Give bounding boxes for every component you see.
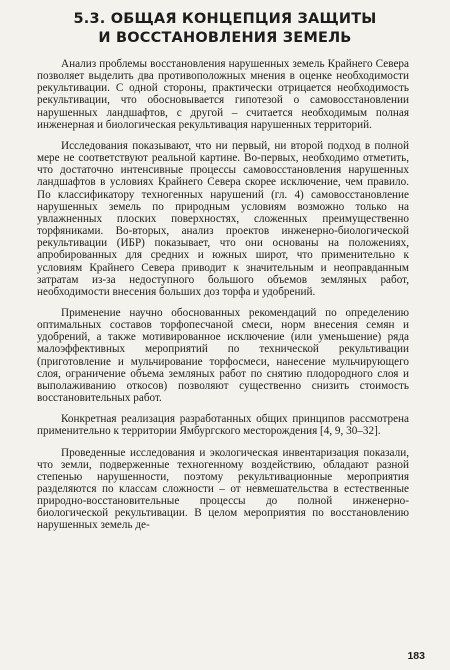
section-heading-line-2: И ВОССТАНОВЛЕНИЯ ЗЕМЕЛЬ [98, 30, 352, 46]
body-text [37, 58, 409, 532]
page-number: 183 [407, 650, 425, 662]
paragraph-1: Анализ проблемы восстановления нарушенных земель Крайнего Севера позволяет выделить два противоположных мнения в оценке необходимости рекультивации. С одной стороны, практически отрицается необходимость рекультивации, что обосновывается гипотезой о самовосстановлении нарушенных ландшафтов, с другой – считается необходимым полная инженерная и биологическая рекультивация нарушенных территорий. [37, 58, 409, 131]
paragraph-3: Применение научно обоснованных рекомендаций по определению оптимальных составов торфопесчаной смеси, норм внесения семян и удобрений, а также мотивированное исключение (или уменьшение) ряда малоэффективных мероприятий по технической рекультивации (приготовление и мульчирование торфосмеси, нанесение мульчирующего слоя, ограничение объема земляных работ по снятию плодородного слоя и выполаживанию откосов) позволяют существенно снизить стоимость восстановительных работ. [37, 306, 409, 405]
section-heading-line-1: 5.3. ОБЩАЯ КОНЦЕПЦИЯ ЗАЩИТЫ [73, 11, 377, 27]
paragraph-2: Исследования показывают, что ни первый, ни второй подход в полной мере не соответствуют реальной картине. Во-первых, необходимо отметить, что достаточно интенсивные процессы самовосстановления нарушенных ландшафтов в условиях Крайнего Севера скорее исключение, чем правило. По классификатору техногенных нарушений (гл. 4) самовосстановление нарушенных земель по природным условиям возможно только на увлажненных плоских поверхностях, сложенных преимущественно торфяниками. Во-вторых, анализ проектов инженерно-биологической рекультивации (ИБР) показывает, что они основаны на положениях, апробированных для средних и южных широт, что применительно к условиям Крайнего Севера приводит к значительным и неоправданным затратам из-за недоступного большого объемов земляных работ, необходимости внесения больших доз торфа и удобрений. [37, 139, 409, 298]
paragraph-5: Проведенные исследования и экологическая инвентаризация показали, что земли, подверженные техногенному воздействию, обладают разной степенью нарушенности, поэтому рекультивационные мероприятия разделяются по классам сложности – от невмешательства в естественные природно-восстановительные процессы до полной инженерно-биологической рекультивации. В целом мероприятия по восстановлению нарушенных земель де- [37, 446, 409, 532]
paragraph-4: Конкретная реализация разработанных общих принципов рассмотрена применительно к территории Ямбургского месторождения [4, 9, 30–32]. [37, 413, 409, 438]
section-heading [40, 10, 410, 48]
